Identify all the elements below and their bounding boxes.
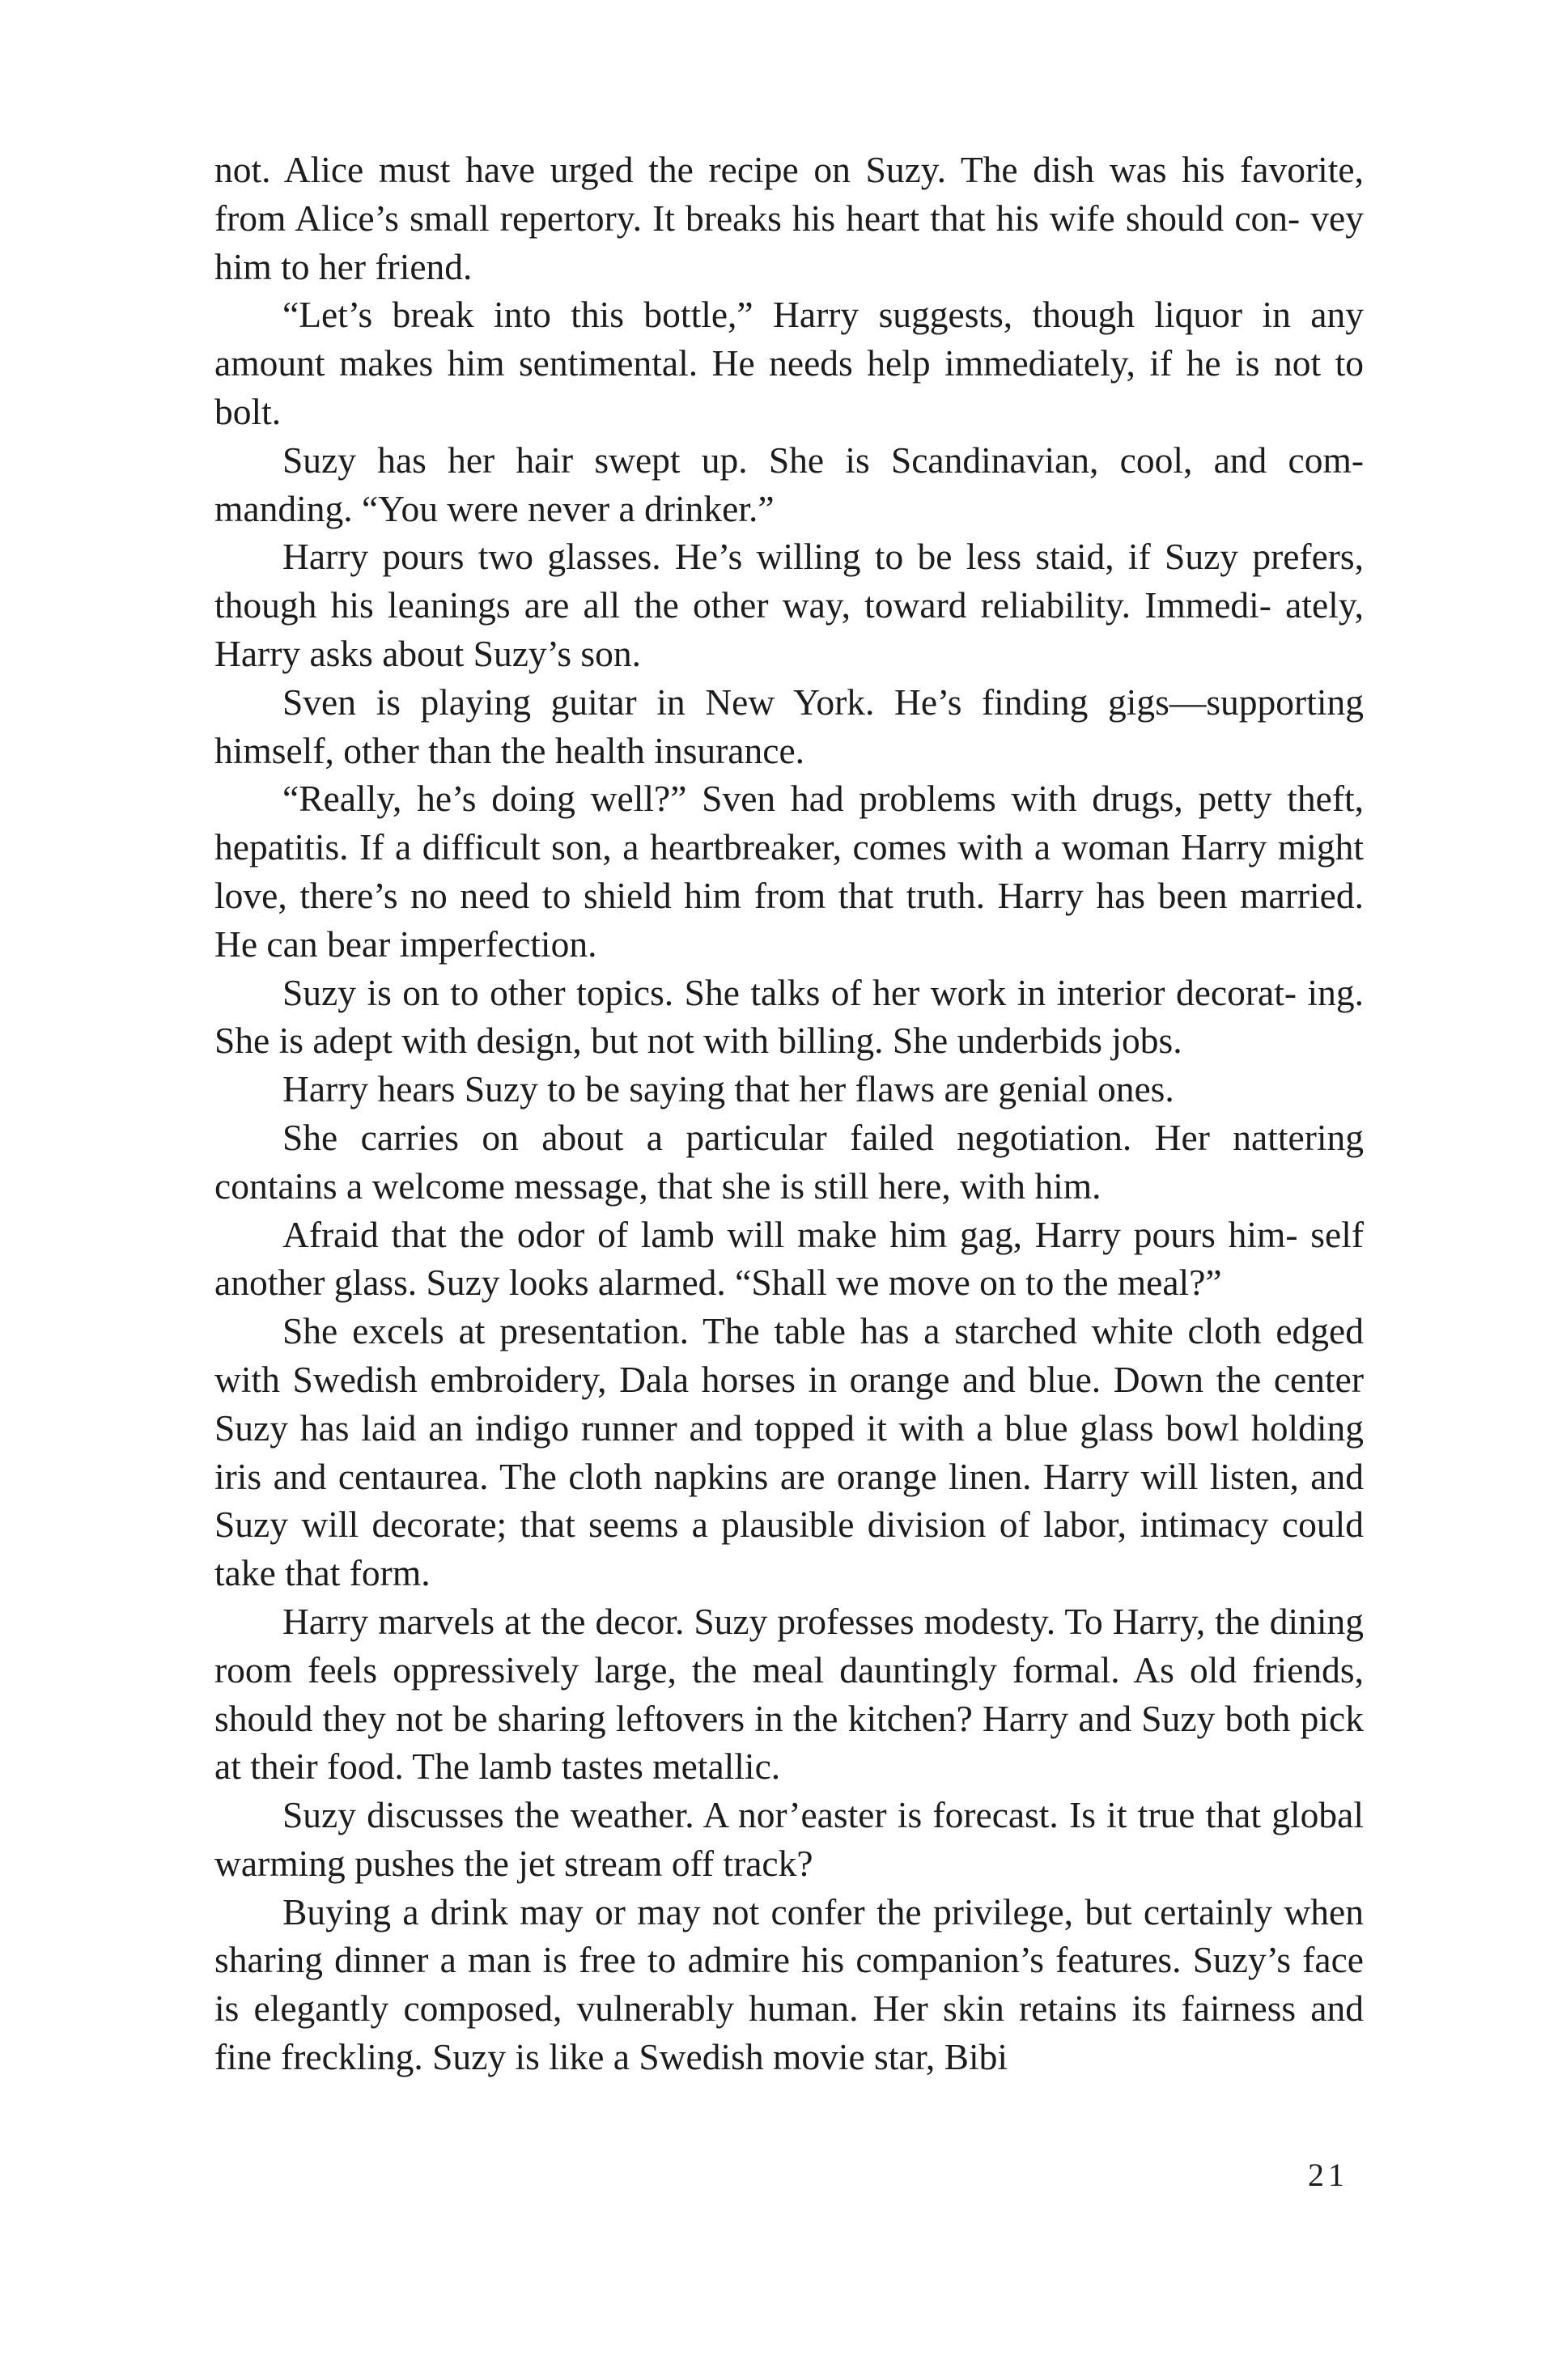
paragraph-2: “Let’s break into this bottle,” Harry suggests, though liquor in any amount makes him sentimental. He needs help immediately, if he is not to bolt.	[214, 294, 1364, 432]
paragraph-4: Harry pours two glasses. He’s willing to be less staid, if Suzy prefers, though his leanings are all the other way, toward reliability. Immedi‑ ately, Harry asks about Suzy’s son.	[214, 536, 1364, 674]
paragraph-8: Harry hears Suzy to be saying that her flaws are genial ones.	[282, 1068, 1174, 1110]
paragraph-3: Suzy has her hair swept up. She is Scandinavian, cool, and com‑ manding. “You were never a drinker.”	[214, 439, 1364, 529]
paragraph-10: Afraid that the odor of lamb will make him gag, Harry pours him‑ self another glass. Suzy looks alarmed. “Shall we move on to the meal?”	[214, 1213, 1364, 1304]
page-number: 21	[1308, 2157, 1348, 2193]
paragraph-14: Buying a drink may or may not confer the privilege, but certainly when sharing dinner a man is free to admire his companion’s features. Suzy’s face is elegantly composed, vulnerably human. Her skin retains its fairness and fine freckling. Suzy is like a Swedish movie star, Bibi	[214, 1890, 1364, 2078]
paragraph-5: Sven is playing guitar in New York. He’s finding gigs—supporting himself, other than the health insurance.	[214, 681, 1364, 771]
paragraph-12: Harry marvels at the decor. Suzy professes modesty. To Harry, the dining room feels oppressively large, the meal dauntingly formal. As old friends, should they not be sharing leftovers in the kitchen? Harry and Suzy both pick at their food. The lamb tastes metallic.	[214, 1600, 1364, 1788]
paragraph-1: not. Alice must have urged the recipe on Suzy. The dish was his favorite, from Alice’s small repertory. It breaks his heart that his wife should con‑ vey him to her friend.	[214, 149, 1364, 287]
paragraph-6: “Really, he’s doing well?” Sven had problems with drugs, petty theft, hepatitis. If a difficult son, a heartbreaker, comes with a woman Harry might love, there’s no need to shield him from that truth. Harry has been married. He can bear imperfection.	[214, 778, 1364, 965]
paragraph-7: Suzy is on to other topics. She talks of her work in interior decorat‑ ing. She is adept with design, but not with billing. She underbids jobs.	[214, 971, 1364, 1062]
paragraph-13: Suzy discusses the weather. A nor’easter is forecast. Is it true that global warming pushes the jet stream off track?	[214, 1794, 1364, 1884]
paragraph-9: She carries on about a particular failed negotiation. Her nattering contains a welcome message, that she is still here, with him.	[214, 1116, 1364, 1207]
body-text	[214, 146, 1364, 2081]
paragraph-11: She excels at presentation. The table has a starched white cloth edged with Swedish embroidery, Dala horses in orange and blue. Down the center Suzy has laid an indigo runner and topped it with a blue glass bowl holding iris and centaurea. The cloth napkins are orange linen. Harry will listen, and Suzy will decorate; that seems a plausible division of labor, intimacy could take that form.	[214, 1310, 1364, 1594]
